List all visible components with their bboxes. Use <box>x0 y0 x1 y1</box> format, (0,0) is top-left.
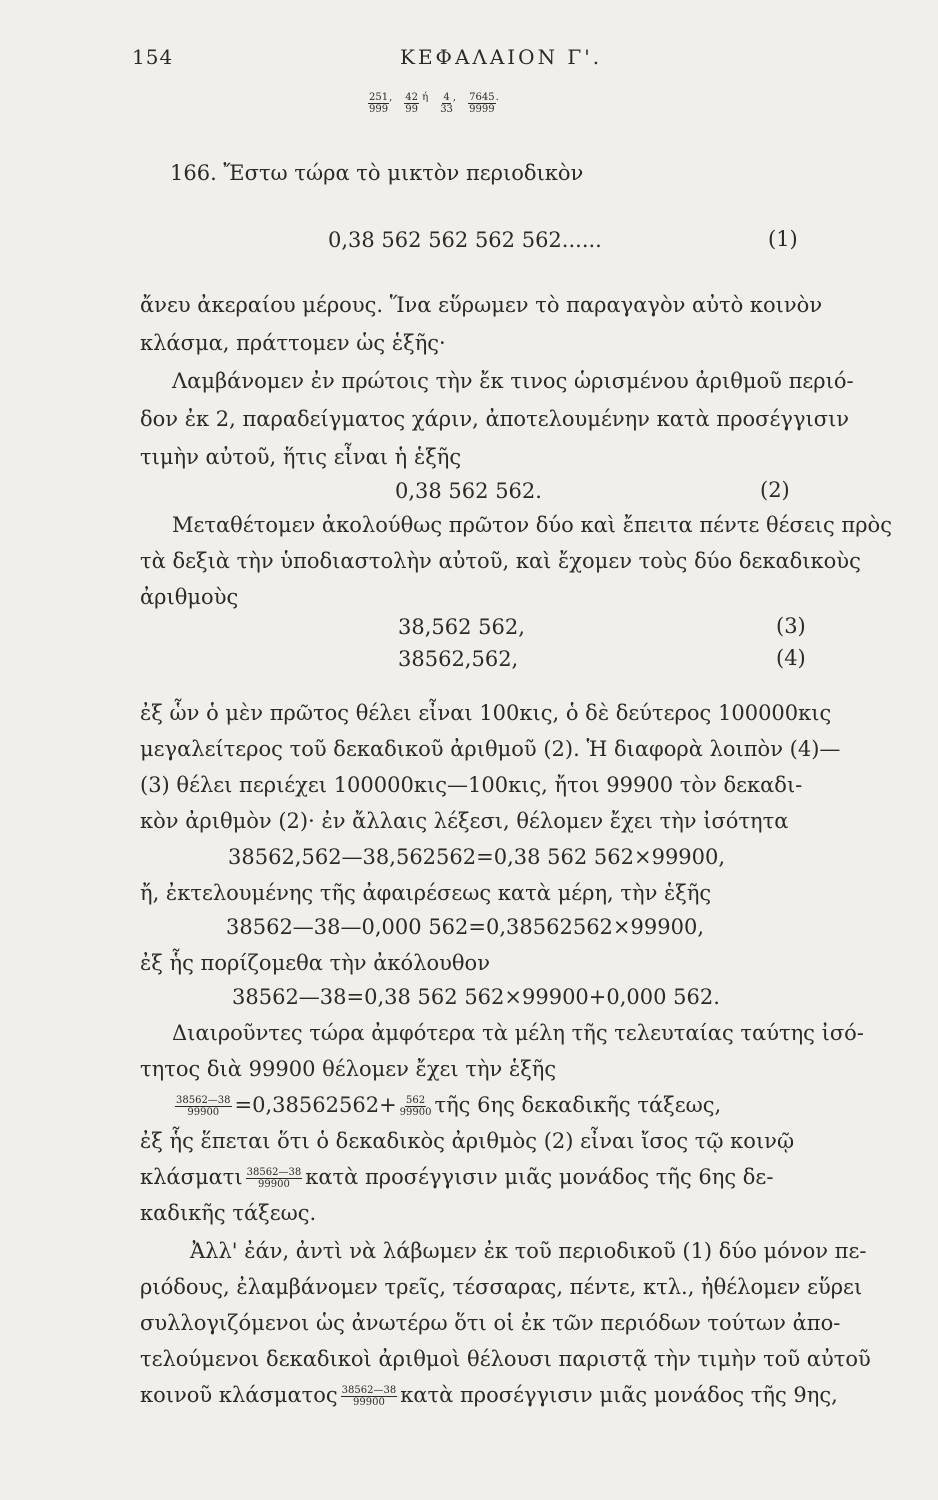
text-line: Διαιροῦντες τώρα ἀμφότερα τὰ μέλη τῆς τελευταίας ταύτης ἰσό- <box>172 1021 864 1045</box>
fraction: $\frac{562}{99900}$ <box>399 1095 432 1118</box>
text-line: δον ἐκ 2, παραδείγματος χάριν, ἀποτελουμένην κατὰ προσέγγισιν <box>140 407 850 431</box>
text-line: Ἀλλ' ἐάν, ἀντὶ νὰ λάβωμεν ἐκ τοῦ περιοδικοῦ (1) δύο μόνον πε- <box>190 1239 867 1263</box>
chapter-title: ΚΕΦΑΛΑΙΟΝ Γ'. <box>400 45 603 69</box>
equation-4: 38562,562, <box>398 647 519 671</box>
equation-2: 0,38 562 562. <box>395 479 542 503</box>
page-number: 154 <box>132 45 174 69</box>
text-line: (3) θέλει περιέχει 100000κις—100κις, ἤτοι 99900 τὸν δεκαδι- <box>140 773 803 797</box>
equation-line: 38562,562—38,562562=0,38 562 562×99900, <box>228 845 726 869</box>
text-line: συλλογιζόμενοι ὡς ἀνωτέρω ὅτι οἱ ἐκ τῶν περιόδων τούτων ἀπο- <box>140 1311 841 1335</box>
text-line: ἐξ ἧς ἕπεται ὅτι ὁ δεκαδικὸς ἀριθμὸς (2) εἶναι ἴσος τῷ κοινῷ <box>140 1129 795 1153</box>
fraction-list <box>368 92 499 115</box>
text-line: τὰ δεξιὰ τὴν ὑποδιαστολὴν αὐτοῦ, καὶ ἔχομεν τοὺς δύο δεκαδικοὺς <box>140 549 861 573</box>
text-line: Λαμβάνομεν ἐν πρώτοις τὴν ἔκ τινος ὡρισμένου ἀριθμοῦ περιό- <box>172 369 854 393</box>
equation-number: (3) <box>776 614 806 638</box>
fraction-item: $\frac{251}{999}$ , <box>369 92 393 115</box>
equation-number: (4) <box>776 646 806 670</box>
text-line: μεγαλείτερος τοῦ δεκαδικοῦ ἀριθμοῦ (2). Ἡ διαφορὰ λοιπὸν (4)— <box>140 737 841 761</box>
equation-number: (2) <box>760 478 790 502</box>
text-line: τελούμενοι δεκαδικοὶ ἀριθμοὶ θέλουσι παριστᾷ τὴν τιμὴν τοῦ αὐτοῦ <box>140 1347 871 1371</box>
text-line: τιμὴν αὐτοῦ, ἥτις εἶναι ἡ ἑξῆς <box>140 445 462 469</box>
text-line: Μεταθέτομεν ἀκολούθως πρῶτον δύο καὶ ἔπειτα πέντε θέσεις πρὸς <box>172 513 892 537</box>
equation-line: $\frac{38562—38}{99900}$ =0,38562562+ $\frac{562}{99900}$ τῆς 6ης δεκαδικῆς τάξεως, <box>176 1093 722 1118</box>
text-line: κὸν ἀριθμὸν (2)· ἐν ἄλλαις λέξεσι, θέλομεν ἔχει τὴν ἰσότητα <box>140 809 789 833</box>
equation-line: 38562—38=0,38 562 562×99900+0,000 562. <box>232 985 720 1009</box>
equation-3: 38,562 562, <box>398 615 525 639</box>
text-line: ἐξ ὧν ὁ μὲν πρῶτος θέλει εἶναι 100κις, ὁ δὲ δεύτερος 100000κις <box>140 701 832 725</box>
text-line: ριόδους, ἐλαμβάνομεν τρεῖς, τέσσαρας, πέντε, κτλ., ἠθέλομεν εὕρει <box>140 1275 863 1299</box>
text-line: ἀριθμοὺς <box>140 585 239 609</box>
fraction-item: $\frac{4}{33}$ , <box>440 92 457 115</box>
equation-line: 38562—38—0,000 562=0,38562562×99900, <box>226 915 704 939</box>
text-line: καδικῆς τάξεως. <box>140 1201 317 1225</box>
text-line: ἄνευ ἀκεραίου μέρους. Ἵνα εὕρωμεν τὸ παραγαγὸν αὐτὸ κοινὸν <box>140 293 823 317</box>
text-line: κλάσματι $\frac{38562—38}{99900}$ κατὰ προσέγγισιν μιᾶς μονάδος τῆς 6ης δε- <box>140 1165 774 1190</box>
fraction-item: $\frac{7645}{9999}$ . <box>469 92 499 115</box>
fraction: $\frac{38562—38}{99900}$ <box>176 1095 231 1118</box>
text-line: τητος διὰ 99900 θέλομεν ἔχει τὴν ἑξῆς <box>140 1057 557 1081</box>
fraction: $\frac{38562—38}{99900}$ <box>246 1167 302 1190</box>
text-line: κλάσμα, πράττομεν ὡς ἑξῆς· <box>140 331 446 355</box>
paragraph-166-start: 166. Ἔστω τώρα τὸ μικτὸν περιοδικὸν <box>170 161 584 185</box>
text-line: κοινοῦ κλάσματος $\frac{38562—38}{99900}$ κατὰ προσέγγισιν μιᾶς μονάδος τῆς 9ης, <box>140 1383 838 1408</box>
equation-number: (1) <box>768 227 798 251</box>
text-line: ἐξ ἧς πορίζομεθα τὴν ἀκόλουθον <box>140 951 490 975</box>
fraction-item: $\frac{42}{99}$ ή <box>405 92 429 115</box>
text-line: ἤ, ἐκτελουμένης τῆς ἀφαιρέσεως κατὰ μέρη, τὴν ἑξῆς <box>140 881 712 905</box>
equation-1: 0,38 562 562 562 562...... <box>328 228 602 252</box>
fraction: $\frac{38562—38}{99900}$ <box>341 1385 397 1408</box>
